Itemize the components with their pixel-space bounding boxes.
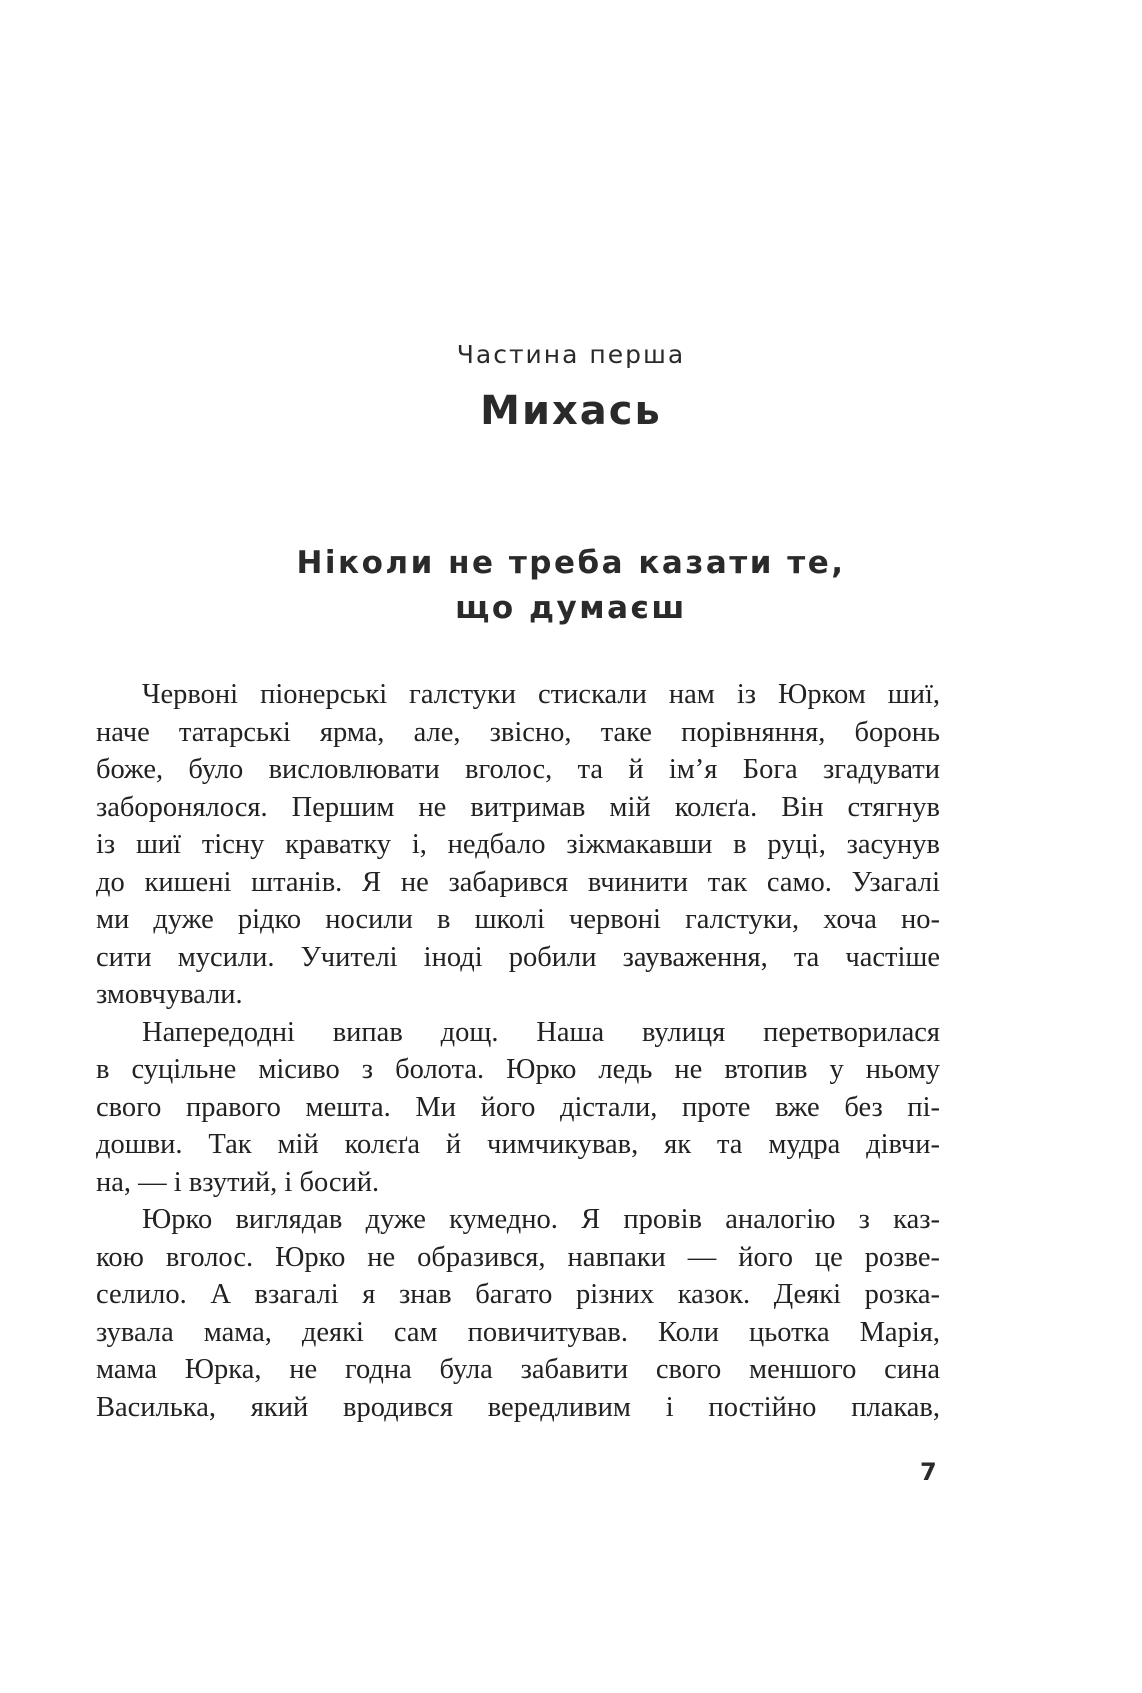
part-title: Михась <box>480 388 662 434</box>
text-line: Червоні піонерські галстуки стискали нам із Юрком шиї, <box>142 679 940 710</box>
text-line: в суцільне місиво з болота. Юрко ледь не втопив у ньому <box>96 1054 940 1085</box>
text-line: на, — і взутий, і босий. <box>96 1166 380 1198</box>
part-label: Частина перша <box>456 340 686 369</box>
text-line: кою вголос. Юрко не образився, навпаки — його це розве- <box>96 1241 940 1273</box>
body-text <box>96 676 940 1426</box>
text-line: наче татарські ярма, але, звісно, таке порівняння, боронь <box>96 716 940 748</box>
text-line: дошви. Так мій колєґа й чимчикував, як та мудра дівчи- <box>96 1129 940 1160</box>
chapter-title-line-1: Ніколи не треба казати те, <box>296 545 846 581</box>
text-line: селило. А взагалі я знав багато різних казок. Деякі розка- <box>96 1279 940 1310</box>
text-line: зувала мама, деякі сам повичитував. Коли цьотка Марія, <box>96 1316 940 1348</box>
text-line: сити мусили. Учителі іноді робили зауваження, та частіше <box>96 941 940 973</box>
chapter-title-line-2: що думаєш <box>455 590 687 626</box>
page-number: 7 <box>920 1458 937 1486</box>
text-line: заборонялося. Першим не витримав мій колєґа. Він стягнув <box>96 791 940 823</box>
text-line: до кишені штанів. Я не забарився вчинити так само. Узагалі <box>96 866 940 898</box>
text-line: мама Юрка, не годна була забавити свого меншого сина <box>96 1354 940 1385</box>
text-line: боже, було висловлювати вголос, та й ім’я Бога згадувати <box>96 754 940 785</box>
text-line: із шиї тісну краватку і, недбало зіжмакавши в руці, засунув <box>96 829 940 860</box>
text-line: ми дуже рідко носили в школі червоні галстуки, хоча но- <box>96 904 940 935</box>
text-line: Василька, який вродився вередливим і постійно плакав, <box>96 1391 940 1423</box>
text-line: Юрко виглядав дуже кумедно. Я провів аналогію з каз- <box>142 1204 940 1235</box>
text-line: змовчували. <box>96 979 243 1010</box>
text-line: Напередодні випав дощ. Наша вулиця перетворилася <box>142 1016 940 1048</box>
text-line: свого правого мешта. Ми його дістали, проте вже без пі- <box>96 1091 940 1123</box>
